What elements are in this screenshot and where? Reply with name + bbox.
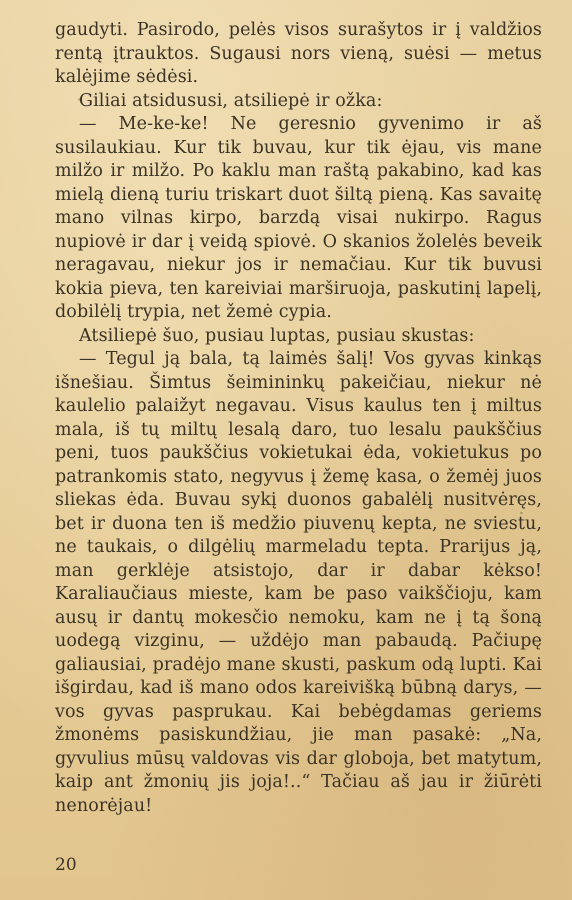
paper-speck <box>458 248 460 250</box>
paragraph-5: — Tegul ją bala, tą laimės šalį! Vos gyvas kinkąs išnešiau. Šimtus šeimininkų pakeičiau, niekur nė kaulelio palaižyt negavau. Visus kaulus ten į miltus mala, iš tų miltų lesalą daro, tuo lesalu paukščius peni, tuos paukščius vokietukai ėda, vokietukus po patrankomis stato, negyvus į žemę kasa, o žemėj juos sliekas ėda. Buvau sykį duonos gabalėlį nusitvėręs, bet ir duona ten iš medžio piuvenų kepta, ne sviestu, ne taukais, o dilgėlių marmeladu tepta. Prarijus ją, man gerklėje atsistojo, dar ir dabar kėkso! Karaliaučiaus mieste, kam be paso vaikščioju, kam ausų ir dantų mokesčio nemoku, kam ne į tą šoną uodegą vizginu, — uždėjo man pabaudą. Pačiupę galiausiai, pradėjo mane skusti, paskum odą lupti. Kai išgirdau, kad iš mano odos kareivišką būbną darys, — vos gyvas pasprukau. Kai bebėgdamas geriems žmonėms pasiskundžiau, jie man pasakė: „Na, gyvulius mūsų valdovas vis dar globoja, bet matytum, kaip ant žmonių jis joja!..“ Tačiau aš jau ir žiūrėti nenorėjau! <box>55 349 542 816</box>
page-number: 20 <box>55 855 77 875</box>
paragraph-1: gaudyti. Pasirodo, pelės visos surašytos ir į valdžios rentą įtrauktos. Sugausi nors vieną, suėsi — metus kalėjime sėdėsi. <box>55 20 542 87</box>
paper-speck <box>78 98 81 101</box>
paragraph-3: — Me-ke-ke! Ne geresnio gyvenimo ir aš susilaukiau. Kur tik buvau, kur tik ėjau, vis mane milžo ir milžo. Po kaklu man raštą pakabino, kad kas mielą dieną turiu triskart duot šiltą pieną. Kas savaitę mano vilnas kirpo, barzdą visai nukirpo. Ragus nupiovė ir dar į veidą spiovė. O skanios žolelės beveik neragavau, niekur jos ir nemačiau. Kur tik buvusi kokia pieva, ten kareiviai marširuoja, paskutinį lapelį, dobilėlį trypia, net žemė cypia. <box>55 114 542 322</box>
paper-speck <box>311 331 313 333</box>
paragraph-4: Atsiliepė šuo, pusiau luptas, pusiau skustas: <box>79 325 475 346</box>
page-text <box>55 19 542 818</box>
paragraph-2: Giliai atsidususi, atsiliepė ir ožka: <box>79 90 383 111</box>
paper-speck <box>520 512 523 514</box>
